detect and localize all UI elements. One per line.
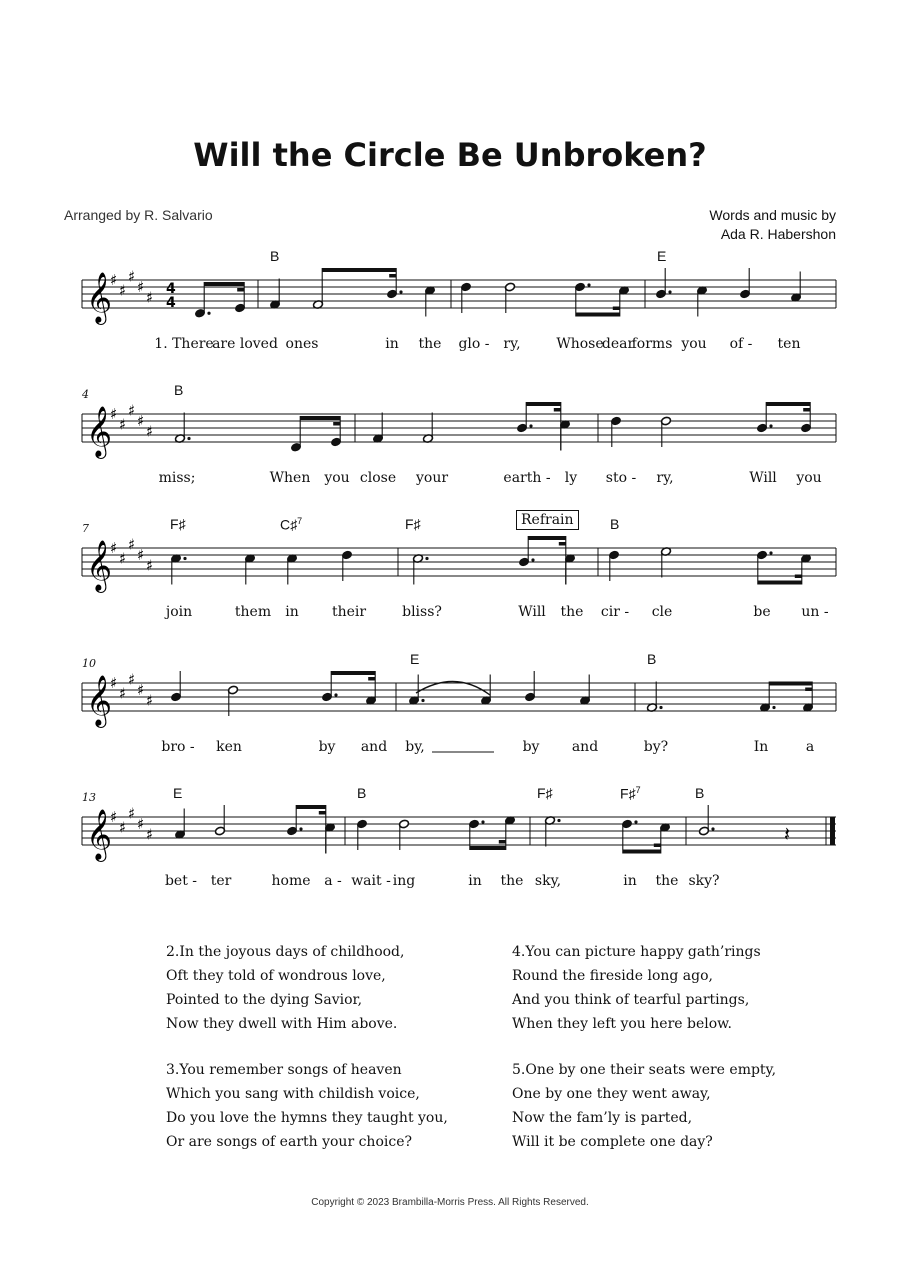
lyric-syllable: you [796, 470, 822, 486]
lyric-syllable: by [522, 739, 540, 755]
lyric-syllable: bro - [161, 739, 195, 755]
chord-name: B [610, 516, 620, 532]
composer-credit-line1: Words and music by [709, 207, 836, 223]
sharp-icon: ♯ [137, 412, 145, 430]
lyric-syllable: ten [777, 336, 801, 352]
sharp-icon: ♯ [110, 808, 118, 826]
copyright-notice: Copyright © 2023 Brambilla-Morris Press. All Rights Reserved. [311, 1197, 589, 1208]
treble-clef-icon: 𝄞 [86, 272, 113, 323]
verse-line: And you think of tearful partings, [512, 992, 750, 1008]
sharp-icon: ♯ [128, 804, 136, 823]
lyric-syllable: the [418, 336, 442, 352]
chord-extension: 7 [297, 516, 303, 526]
lyric-syllable: you [681, 336, 707, 352]
lyric-syllable: dear [601, 336, 635, 352]
lyric-syllable: a - [324, 873, 342, 889]
chord-symbol [620, 785, 641, 802]
lyric-syllable: and [571, 739, 599, 755]
lyric-syllable: by? [643, 739, 669, 755]
verse-line: Round the fireside long ago, [512, 968, 713, 984]
sharp-icon: ♯ [137, 278, 145, 296]
beam [296, 805, 326, 809]
lyric-syllable: Will [749, 470, 777, 486]
chord-symbol [357, 785, 366, 801]
verses-left-column [166, 940, 448, 1154]
measure-number: 10 [82, 657, 96, 670]
refrain-label: Refrain [516, 510, 579, 530]
lyric-syllable: sto - [605, 470, 637, 486]
lyric-syllable: sky, [534, 873, 562, 889]
lyric-syllable: in [623, 873, 637, 889]
lyric-syllable: in [385, 336, 399, 352]
lyric-syllable: their [331, 604, 367, 620]
chord-extension: 7 [635, 785, 641, 795]
lyric-syllable: ly [564, 470, 578, 486]
lyric-syllable: In [753, 739, 769, 755]
verse-line: Or are songs of earth your choice? [166, 1134, 412, 1150]
sharp-icon: ♯ [128, 535, 136, 554]
sharp-icon: ♯ [110, 674, 118, 692]
chord-symbol [537, 785, 553, 801]
lyric-syllable: of - [729, 336, 753, 352]
lyric-syllable: sky? [688, 873, 720, 889]
sharp-icon: ♯ [146, 825, 154, 844]
sharp-icon: ♯ [137, 815, 145, 833]
chord-name: B [174, 382, 184, 398]
composer-credit-line2: Ada R. Habershon [720, 226, 836, 242]
arranger-credit: Arranged by R. Salvario [64, 207, 213, 223]
lyric-syllable: the [500, 873, 524, 889]
lyric-syllable: the [655, 873, 679, 889]
verse-line: When they left you here below. [512, 1016, 732, 1032]
note-dot [557, 819, 560, 822]
sharp-icon: ♯ [119, 415, 127, 434]
lyric-syllable: ry, [503, 336, 521, 352]
treble-clef-icon: 𝄞 [86, 540, 113, 591]
chord-name: F♯ [620, 785, 636, 802]
final-barline-thick [830, 817, 835, 845]
sharp-icon: ♯ [119, 549, 127, 568]
lyric-syllable: join [165, 604, 193, 620]
lyric-syllable: close [359, 470, 397, 486]
beam [623, 850, 661, 854]
note-dot [634, 820, 637, 823]
measure-number: 4 [82, 388, 89, 401]
sharp-icon: ♯ [128, 267, 136, 286]
note-dot [299, 827, 302, 830]
sharp-icon: ♯ [137, 546, 145, 564]
note-dot [481, 820, 484, 823]
lyric-syllable: by, [405, 739, 425, 755]
lyric-syllable: are loved [212, 336, 278, 352]
lyric-syllable: you [324, 470, 350, 486]
chord-name: B [270, 248, 280, 264]
lyric-syllable: them [234, 604, 272, 620]
chord-name: F♯ [537, 785, 553, 801]
page-title: Will the Circle Be Unbroken? [193, 136, 707, 174]
verse-line: Do you love the hymns they taught you, [166, 1110, 448, 1126]
lyric-syllable: and [360, 739, 388, 755]
chord-symbol [695, 785, 704, 801]
sharp-icon: ♯ [110, 539, 118, 557]
sixteenth-beam [319, 811, 326, 815]
chord-name: F♯ [170, 516, 186, 532]
lyric-syllable: un - [801, 604, 829, 620]
measure-number: 7 [82, 522, 89, 535]
verse-line: Which you sang with childish voice, [166, 1086, 420, 1102]
lyric-syllable: ken [216, 739, 242, 755]
lyric-syllable: When [269, 470, 311, 486]
chord-name: E [410, 651, 420, 667]
sharp-icon: ♯ [146, 422, 154, 441]
sharp-icon: ♯ [119, 818, 127, 837]
lyric-syllable: your [415, 470, 449, 486]
chord-name: E [173, 785, 183, 801]
measure-number: 13 [82, 791, 96, 804]
sharp-icon: ♯ [128, 670, 136, 689]
verse-line: 2.In the joyous days of childhood, [166, 944, 405, 960]
chord-name: C♯ [280, 516, 298, 533]
chord-symbol [173, 785, 182, 801]
sixteenth-beam [654, 844, 661, 848]
lyric-syllable: by [318, 739, 336, 755]
verse-2 [166, 940, 448, 1036]
treble-clef-icon: 𝄞 [86, 675, 113, 726]
lyric-syllable: be [753, 604, 771, 620]
lyric-syllable: forms [631, 336, 673, 352]
lyric-syllable: in [468, 873, 482, 889]
sharp-icon: ♯ [146, 288, 154, 307]
lyric-syllable: bliss? [402, 604, 442, 620]
verse-5 [512, 1058, 776, 1154]
lyric-syllable: home [271, 873, 311, 889]
verse-line: Now they dwell with Him above. [166, 1016, 398, 1032]
sharp-icon: ♯ [110, 405, 118, 423]
lyric-syllable: ing [392, 873, 416, 889]
lyric-syllable: wait - [351, 873, 391, 889]
lyric-syllable: cle [651, 604, 673, 620]
verse-line: 4.You can picture happy gath’rings [512, 944, 761, 960]
sharp-icon: ♯ [119, 281, 127, 300]
sharp-icon: ♯ [119, 684, 127, 703]
chord-name: E [657, 248, 667, 264]
verses-right-column [512, 940, 776, 1154]
verse-line: 5.One by one their seats were empty, [512, 1062, 777, 1078]
lyric-syllable: 1. There [154, 336, 214, 352]
time-signature-top: 4 [166, 281, 176, 297]
lyric-syllable: ones [285, 336, 319, 352]
verse-line: 3.You remember songs of heaven [166, 1062, 402, 1078]
lyric-syllable: bet - [164, 873, 198, 889]
lyric-syllable: miss; [158, 470, 196, 486]
sharp-icon: ♯ [146, 556, 154, 575]
lyric-syllable: glo - [458, 336, 490, 352]
lyric-syllable: the [560, 604, 584, 620]
lyric-syllable: ter [210, 873, 232, 889]
lyric-syllable: cir - [600, 604, 630, 620]
verse-line: Pointed to the dying Savior, [166, 992, 363, 1008]
chord-name: B [357, 785, 367, 801]
sixteenth-beam [499, 840, 506, 844]
lyric-syllable: ry, [656, 470, 674, 486]
treble-clef-icon: 𝄞 [86, 809, 113, 860]
time-signature-bottom: 4 [166, 295, 176, 311]
chord-name: F♯ [405, 516, 421, 532]
verse-3 [166, 1058, 448, 1154]
lyric-syllable: Will [518, 604, 546, 620]
chord-name: B [647, 651, 657, 667]
chord-name: B [695, 785, 705, 801]
note-dot [711, 827, 714, 830]
sharp-icon: ♯ [110, 271, 118, 289]
lyric-syllable: a [805, 739, 815, 755]
sharp-icon: ♯ [137, 681, 145, 699]
treble-clef-icon: 𝄞 [86, 406, 113, 457]
beam [470, 846, 506, 850]
verse-line: Oft they told of wondrous love, [166, 968, 386, 984]
verse-line: Will it be complete one day? [512, 1134, 713, 1150]
lyric-syllable: Whose [556, 336, 604, 352]
verse-line: One by one they went away, [512, 1086, 711, 1102]
lyric-syllable: in [285, 604, 299, 620]
verse-4 [512, 940, 776, 1036]
lyric-syllable: earth - [503, 470, 551, 486]
sharp-icon: ♯ [146, 691, 154, 710]
quarter-rest-icon: 𝄽 [784, 822, 791, 846]
sharp-icon: ♯ [128, 401, 136, 420]
verse-line: Now the fam’ly is parted, [512, 1110, 693, 1126]
